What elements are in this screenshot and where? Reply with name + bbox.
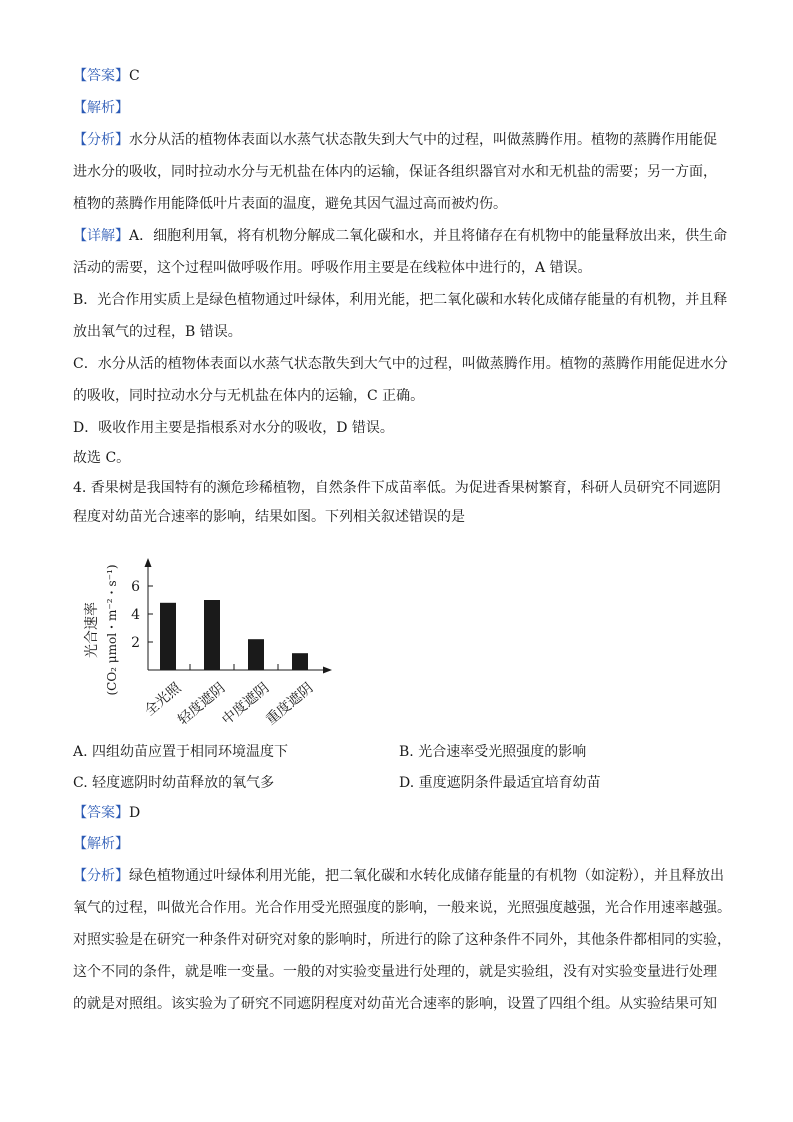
x-category-label: 全光照 — [141, 680, 185, 720]
answer-tag: 【答案】 — [73, 68, 129, 84]
y-axis-arrow — [145, 558, 152, 567]
option-c[interactable]: C. 轻度遮阴时幼苗释放的氧气多 — [73, 775, 275, 791]
xiangjie-1-line-b2: 放出氧气的过程，B 错误。 — [73, 324, 242, 340]
bar-3 — [248, 639, 264, 670]
x-category-label: 中度遮阴 — [219, 680, 273, 729]
xiangjie-1-line-a2: 活动的需要，这个过程叫做呼吸作用。呼吸作用主要是在线粒体中进行的，A 错误。 — [73, 260, 592, 276]
answer-value: C — [129, 68, 140, 84]
y-axis-unit-label: (CO₂ μmol・m⁻²・s⁻¹) — [105, 564, 119, 696]
y-tick-label: 2 — [131, 635, 140, 651]
option-d[interactable]: D. 重度遮阴条件最适宜培育幼苗 — [399, 775, 601, 791]
fenxi-1-line-3: 植物的蒸腾作用能降低叶片表面的温度，避免其因气温过高而被灼伤。 — [73, 196, 507, 212]
xiangjie-1-line-end: 故选 C。 — [73, 450, 131, 466]
option-a[interactable]: A. 四组幼苗应置于相同环境温度下 — [73, 744, 289, 760]
answer-tag-2: 【答案】 — [73, 805, 129, 821]
fenxi-2-line-5: 的就是对照组。该实验为了研究不同遮阴程度对幼苗光合速率的影响，设置了四组个组。从实验结果可知 — [73, 996, 717, 1012]
x-category-label: 轻度遮阴 — [175, 680, 229, 729]
fenxi-2-line-1 — [73, 866, 724, 886]
analysis-heading-2 — [73, 834, 129, 854]
fenxi-tag: 【分析】 — [73, 132, 129, 148]
xiangjie-tag: 【详解】 — [73, 228, 129, 244]
y-axis-label: 光合速率 — [84, 602, 100, 658]
answer-line-2 — [73, 803, 140, 823]
xiangjie-1-line-b1: B．光合作用实质上是绿色植物通过叶绿体，利用光能，把二氧化碳和水转化成储存能量的有机物，并且释 — [73, 292, 728, 308]
xiangjie-a1-text: A．细胞利用氧，将有机物分解成二氧化碳和水，并且将储存在有机物中的能量释放出来，供生命 — [129, 228, 728, 244]
y-tick-label: 6 — [131, 579, 140, 595]
answer-value-2: D — [129, 805, 141, 821]
analysis-heading-1 — [73, 98, 129, 118]
bar-1 — [160, 603, 176, 670]
xiangjie-1-line-c2: 的吸收，同时拉动水分与无机盐在体内的运输，C 正确。 — [73, 388, 425, 404]
question-4-line-2: 程度对幼苗光合速率的影响，结果如图。下列相关叙述错误的是 — [73, 509, 465, 525]
analysis-tag-2: 【解析】 — [73, 836, 129, 852]
x-category-label: 重度遮阴 — [263, 680, 317, 729]
fenxi-1-text-1: 水分从活的植物体表面以水蒸气状态散失到大气中的过程，叫做蒸腾作用。植物的蒸腾作用能促 — [129, 132, 717, 148]
xiangjie-1-line-d1: D．吸收作用主要是指根系对水分的吸收，D 错误。 — [73, 420, 394, 436]
fenxi-2-line-2: 氧气的过程，叫做光合作用。光合作用受光照强度的影响，一般来说，光照强度越强，光合作用速率越强。 — [73, 900, 731, 916]
bar-4 — [292, 653, 308, 670]
xiangjie-1-line-a1 — [73, 226, 727, 246]
x-axis-arrow — [323, 667, 332, 674]
xiangjie-1-line-c1: C．水分从活的植物体表面以水蒸气状态散失到大气中的过程，叫做蒸腾作用。植物的蒸腾作用能促进水分 — [73, 356, 728, 372]
fenxi-2-line-3: 对照实验是在研究一种条件对研究对象的影响时，所进行的除了这种条件不同外，其他条件都相同的实验， — [73, 932, 731, 948]
bar-2 — [204, 600, 220, 670]
fenxi-2-text-1: 绿色植物通过叶绿体利用光能，把二氧化碳和水转化成储存能量的有机物（如淀粉），并且释放出 — [129, 868, 724, 884]
option-b[interactable]: B. 光合速率受光照强度的影响 — [399, 744, 587, 760]
fenxi-1-line-2: 进水分的吸收，同时拉动水分与无机盐在体内的运输，保证各组织器官对水和无机盐的需要；另一方面， — [73, 164, 717, 180]
bar-chart — [60, 540, 360, 730]
question-4-line-1: 4. 香果树是我国特有的濒危珍稀植物，自然条件下成苗率低。为促进香果树繁育，科研人员研究不同遮阴 — [73, 480, 721, 496]
fenxi-tag-2: 【分析】 — [73, 868, 129, 884]
answer-line-1 — [73, 66, 140, 86]
fenxi-1-line-1 — [73, 130, 717, 150]
analysis-tag: 【解析】 — [73, 100, 129, 116]
y-tick-label: 4 — [131, 607, 140, 623]
fenxi-2-line-4: 这个不同的条件，就是唯一变量。一般的对实验变量进行处理的，就是实验组，没有对实验变量进行处理 — [73, 964, 717, 980]
